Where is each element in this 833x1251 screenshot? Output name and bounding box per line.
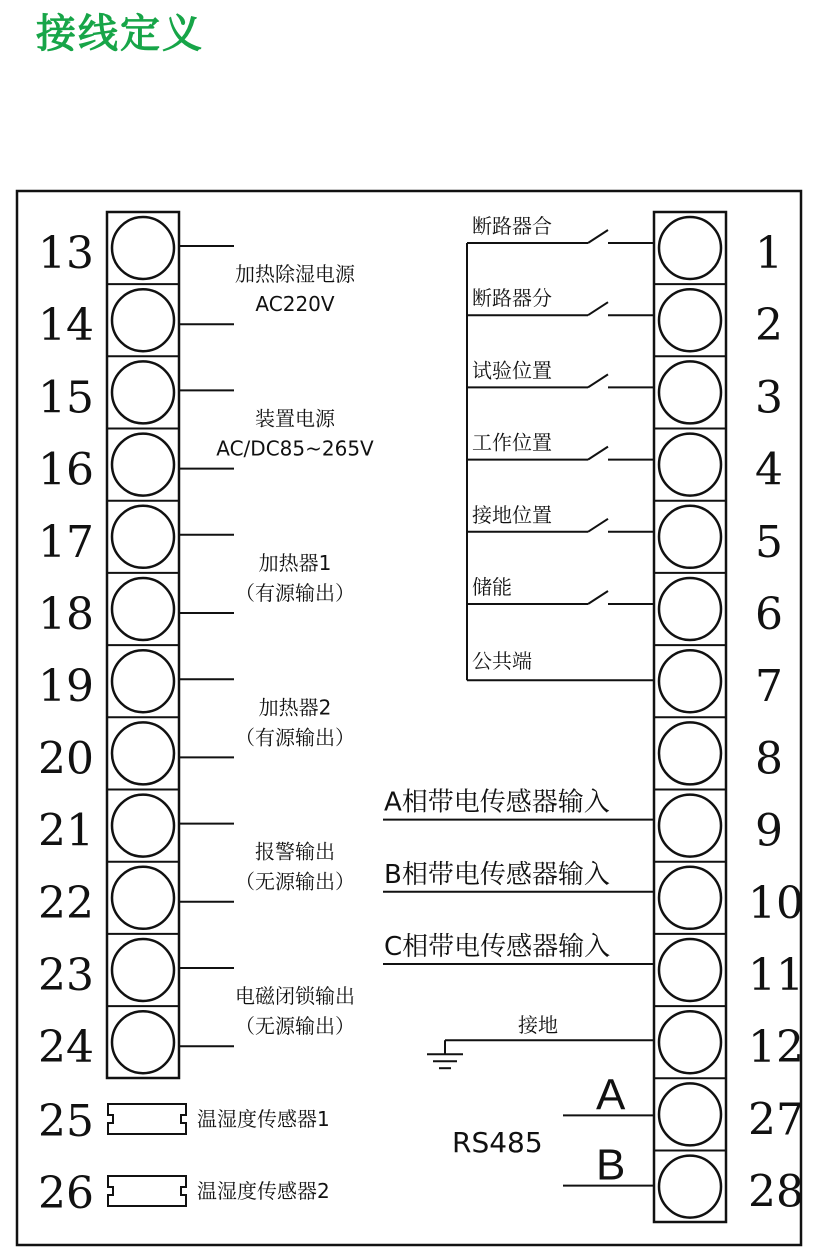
terminal-screw — [112, 1011, 174, 1073]
switch-contact — [588, 374, 608, 387]
terminal-screw — [659, 217, 721, 279]
terminal-number: 13 — [38, 228, 94, 279]
terminal-screw — [112, 650, 174, 712]
terminal-number: 5 — [755, 516, 783, 568]
group-sublabel: （有源输出） — [235, 580, 355, 605]
terminal-number: 28 — [748, 1166, 804, 1218]
group-sublabel: （无源输出） — [235, 1014, 355, 1039]
terminal-screw — [112, 939, 174, 1001]
group-sublabel: （无源输出） — [235, 869, 355, 894]
terminal-screw — [659, 939, 721, 1001]
sensor-input-label: B相带电传感器输入 — [384, 859, 610, 890]
terminal-screw — [659, 722, 721, 784]
terminal-screw — [659, 1156, 721, 1218]
terminal-screw — [659, 289, 721, 351]
group-label: 电磁闭锁输出 — [235, 984, 355, 1009]
terminal-screw — [112, 434, 174, 496]
sensor-connector — [108, 1104, 186, 1134]
terminal-number: 24 — [38, 1022, 94, 1074]
common-label: 公共端 — [472, 649, 532, 674]
terminal-screw — [659, 795, 721, 857]
group-sublabel: AC220V — [255, 292, 335, 317]
switch-label: 接地位置 — [472, 502, 552, 527]
sensor-label: 温湿度传感器2 — [197, 1179, 330, 1203]
terminal-screw — [112, 361, 174, 423]
switch-contact — [588, 447, 608, 460]
terminal-screw — [659, 434, 721, 496]
terminal-screw — [112, 578, 174, 640]
group-label: 加热器2 — [258, 695, 332, 720]
switch-label: 断路器合 — [472, 214, 552, 238]
terminal-number: 6 — [755, 589, 783, 640]
terminal-number: 19 — [38, 661, 94, 713]
group-sublabel: （有源输出） — [235, 725, 355, 750]
terminal-number: 10 — [748, 877, 804, 929]
terminal-screw — [659, 867, 721, 929]
terminal-number: 12 — [748, 1022, 804, 1074]
terminal-screw — [659, 1083, 721, 1145]
group-label: 加热器1 — [258, 550, 332, 575]
switch-contact — [588, 230, 608, 243]
terminal-number: 7 — [755, 661, 783, 713]
rs485-a-label: A — [596, 1070, 626, 1120]
group-label: 装置电源 — [255, 406, 335, 431]
terminal-number: 4 — [755, 444, 783, 496]
terminal-screw — [112, 867, 174, 929]
group-label: 报警输出 — [255, 839, 335, 864]
terminal-number: 22 — [38, 877, 94, 929]
terminal-number: 21 — [38, 805, 94, 857]
terminal-screw — [112, 506, 174, 568]
ground-label: 接地 — [518, 1013, 558, 1038]
sensor-connector — [108, 1176, 186, 1206]
group-label: 加热除湿电源 — [235, 262, 355, 287]
sensor-input-label: A相带电传感器输入 — [384, 787, 610, 818]
rs485-label: RS485 — [452, 1126, 543, 1159]
terminal-number: 16 — [38, 444, 94, 496]
terminal-screw — [659, 361, 721, 423]
terminal-screw — [112, 722, 174, 784]
terminal-screw — [112, 289, 174, 351]
terminal-screw — [659, 650, 721, 712]
terminal-screw — [659, 506, 721, 568]
connector-number: 25 — [38, 1096, 94, 1147]
terminal-number: 23 — [38, 950, 94, 1001]
terminal-number: 27 — [748, 1094, 804, 1146]
sensor-input-label: C相带电传感器输入 — [384, 932, 611, 962]
terminal-number: 18 — [38, 589, 94, 640]
switch-contact — [588, 519, 608, 532]
sensor-label: 温湿度传感器1 — [197, 1107, 330, 1131]
rs485-b-label: B — [596, 1140, 626, 1190]
group-sublabel: AC/DC85~265V — [216, 436, 374, 461]
terminal-screw — [112, 217, 174, 279]
switch-label: 试验位置 — [472, 358, 552, 383]
terminal-number: 11 — [748, 950, 804, 1001]
connector-number: 26 — [38, 1168, 94, 1219]
switch-label: 储能 — [472, 575, 512, 599]
terminal-number: 14 — [38, 300, 94, 352]
switch-label: 断路器分 — [472, 286, 552, 311]
terminal-number: 2 — [755, 300, 783, 352]
terminal-number: 9 — [755, 805, 783, 857]
page-title: 接线定义 — [36, 11, 204, 57]
terminal-number: 20 — [38, 733, 94, 785]
terminal-screw — [659, 1011, 721, 1073]
terminal-screw — [112, 795, 174, 857]
terminal-number: 17 — [38, 516, 94, 568]
terminal-number: 15 — [38, 372, 94, 424]
terminal-number: 8 — [755, 733, 783, 785]
terminal-number: 3 — [755, 372, 783, 424]
terminal-screw — [659, 578, 721, 640]
terminal-number: 1 — [755, 228, 783, 279]
switch-contact — [588, 302, 608, 315]
switch-contact — [588, 591, 608, 604]
switch-label: 工作位置 — [472, 430, 552, 455]
